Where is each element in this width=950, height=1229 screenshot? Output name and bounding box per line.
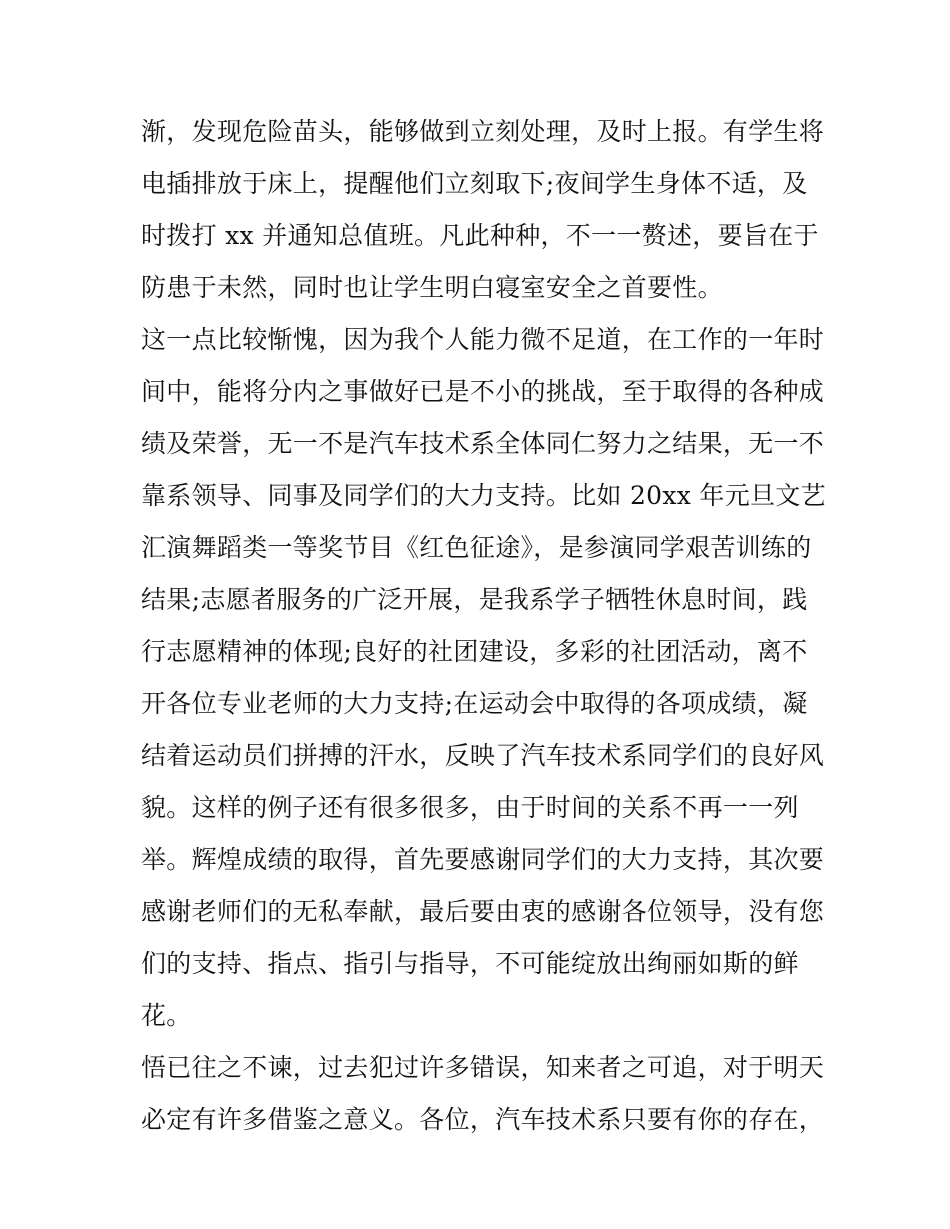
text-line: 这一点比较惭愧，因为我个人能力微不足道，在工作的一年时 — [141, 325, 825, 354]
text-line: 必定有许多借鉴之意义。各位，汽车技术系只要有你的存在， — [141, 1105, 825, 1134]
text-line: 开各位专业老师的大力支持;在运动会中取得的各项成绩，凝 — [141, 689, 808, 718]
text-line: 结果;志愿者服务的广泛开展，是我系学子牺牲休息时间，践 — [141, 585, 808, 614]
text-line: 花。 — [141, 1001, 192, 1030]
text-line: 结着运动员们拼搏的汗水，反映了汽车技术系同学们的良好风 — [141, 741, 825, 770]
text-line: 貌。这样的例子还有很多很多，由于时间的关系不再一一列 — [141, 793, 799, 822]
text-line: 行志愿精神的体现;良好的社团建设，多彩的社团活动，离不 — [141, 637, 808, 666]
text-line: 电插排放于床上，提醒他们立刻取下;夜间学生身体不适，及 — [141, 169, 808, 198]
text-line: 举。辉煌成绩的取得，首先要感谢同学们的大力支持，其次要 — [141, 845, 825, 874]
text-line: 间中，能将分内之事做好已是不小的挑战，至于取得的各种成 — [141, 377, 825, 406]
text-line: 汇演舞蹈类一等奖节目《红色征途》，是参演同学艰苦训练的 — [141, 533, 812, 562]
text-line: 渐，发现危险苗头，能够做到立刻处理，及时上报。有学生将 — [141, 117, 825, 146]
text-line: 时拨打 xx 并通知总值班。凡此种种，不一一赘述，要旨在于 — [141, 221, 819, 250]
text-line: 防患于未然，同时也让学生明白寝室安全之首要性。 — [141, 273, 723, 302]
text-line: 感谢老师们的无私奉献，最后要由衷的感谢各位领导，没有您 — [141, 897, 825, 926]
text-line: 靠系领导、同事及同学们的大力支持。比如 20xx 年元旦文艺 — [141, 481, 826, 510]
text-line: 绩及荣誉，无一不是汽车技术系全体同仁努力之结果，无一不 — [141, 429, 825, 458]
text-line: 们的支持、指点、指引与指导，不可能绽放出绚丽如斯的鲜 — [141, 949, 799, 978]
body-text — [141, 106, 831, 1146]
text-line: 悟已往之不谏，过去犯过许多错误，知来者之可追，对于明天 — [141, 1053, 825, 1082]
